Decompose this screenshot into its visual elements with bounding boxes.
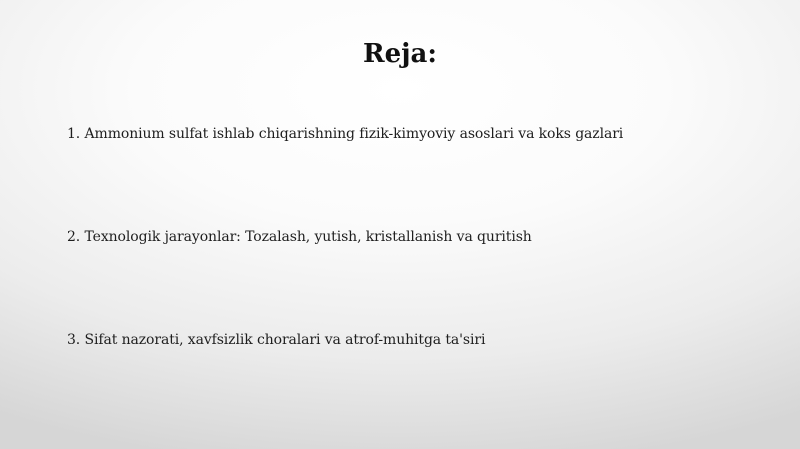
- plan-item-3: 3. Sifat nazorati, xavfsizlik choralari va atrof-muhitga ta'siri: [67, 332, 486, 348]
- plan-item-1: 1. Ammonium sulfat ishlab chiqarishning fizik-kimyoviy asoslari va koks gazlari: [67, 126, 624, 142]
- plan-item-2: 2. Texnologik jarayonlar: Tozalash, yutish, kristallanish va quritish: [67, 229, 532, 245]
- slide-title: Reja:: [362, 39, 437, 70]
